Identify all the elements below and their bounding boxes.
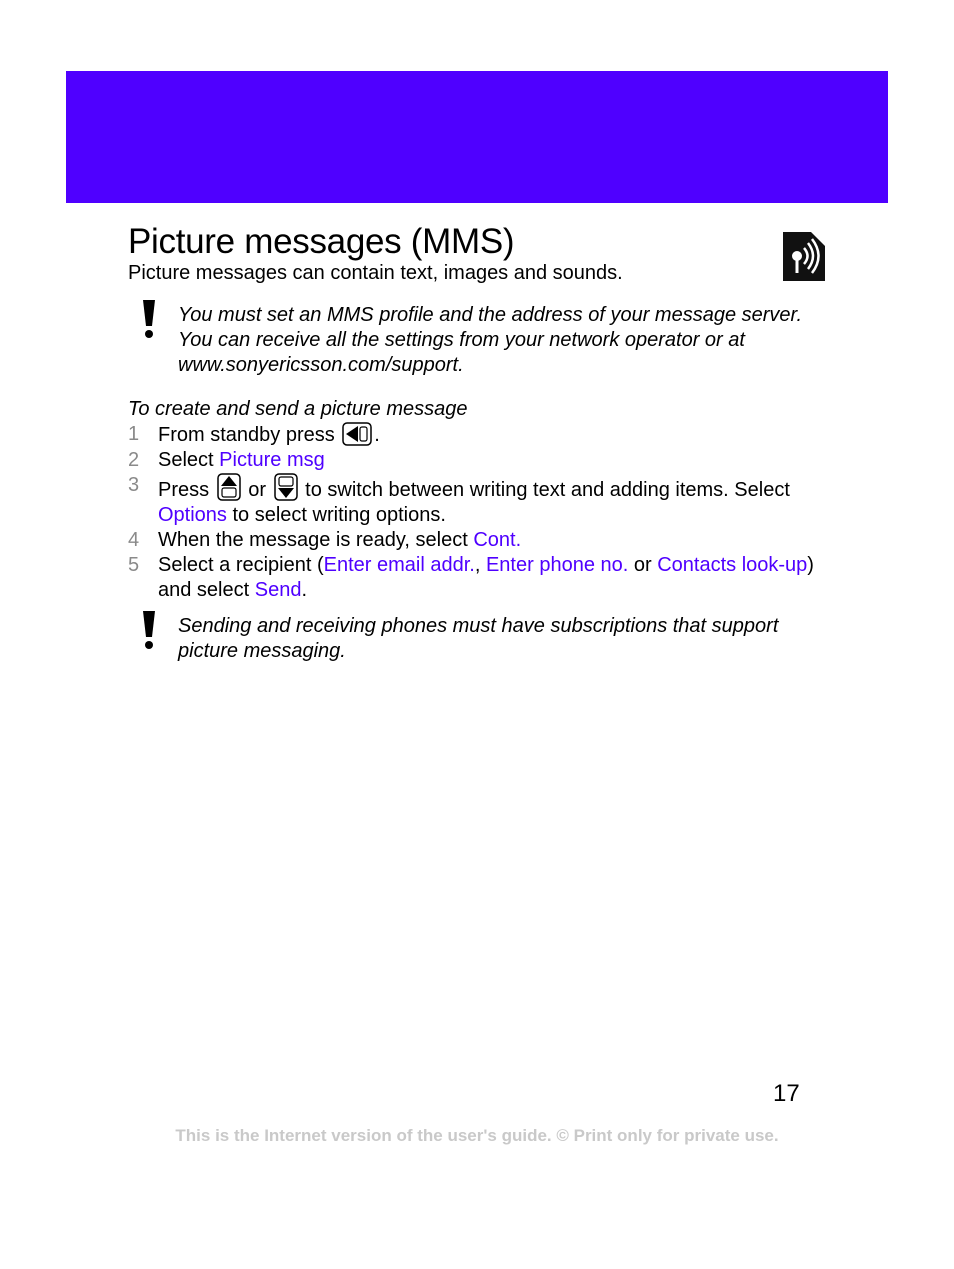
step-text: or (248, 479, 267, 501)
step-text: Select a recipient ( (158, 554, 324, 576)
step-text: to switch between writing text and adding items. Select (305, 479, 790, 501)
menu-cont: Cont. (473, 529, 522, 551)
procedure-steps (128, 422, 828, 603)
exclamation-icon (140, 611, 158, 651)
step-text: . (374, 424, 380, 446)
menu-options: Options (158, 504, 227, 526)
sony-ericsson-antenna-icon (783, 232, 825, 281)
page-title: Picture messages (MMS) (128, 222, 515, 261)
header-banner (66, 71, 888, 203)
step-number: 5 (128, 554, 140, 576)
step-text: or (628, 554, 658, 576)
step-3 (128, 473, 828, 528)
menu-contacts-look-up: Contacts look-up (657, 554, 808, 576)
step-text: When the message is ready, select (158, 529, 474, 551)
menu-send: Send (254, 579, 302, 601)
step-text: . (301, 579, 308, 601)
left-selection-key-icon (342, 422, 372, 446)
navigation-down-key-icon (274, 473, 298, 501)
step-number: 4 (128, 529, 140, 551)
menu-enter-phone-no: Enter phone no. (485, 554, 629, 576)
footer-disclaimer: This is the Internet version of the user's guide. © Print only for private use. (175, 1126, 779, 1145)
page-subtitle: Picture messages can contain text, images and sounds. (128, 262, 623, 284)
step-number: 3 (128, 474, 140, 496)
procedure-title: To create and send a picture message (128, 398, 468, 420)
step-2 (128, 448, 828, 473)
step-text: , (474, 554, 486, 576)
menu-enter-email-addr: Enter email addr. (323, 554, 475, 576)
navigation-up-key-icon (217, 473, 241, 501)
page-number: 17 (773, 1080, 800, 1107)
note-mms-profile: You must set an MMS profile and the address of your message server. You can receive all the settings from your network operator or at www.sonyericsson.com/support. (178, 304, 803, 376)
step-text: From standby press (158, 424, 335, 446)
step-5 (128, 553, 828, 603)
step-text: to select writing options. (226, 504, 446, 526)
menu-picture-msg: Picture msg (219, 449, 325, 471)
step-text: Select (158, 449, 220, 471)
note-subscriptions: Sending and receiving phones must have subscriptions that support picture messaging. (178, 615, 779, 662)
step-text: Press (158, 479, 210, 501)
step-number: 2 (128, 449, 140, 471)
step-4 (128, 528, 828, 553)
step-number: 1 (128, 423, 140, 445)
step-text: ) and select (158, 554, 814, 601)
exclamation-icon (140, 300, 158, 340)
step-1 (128, 422, 828, 448)
